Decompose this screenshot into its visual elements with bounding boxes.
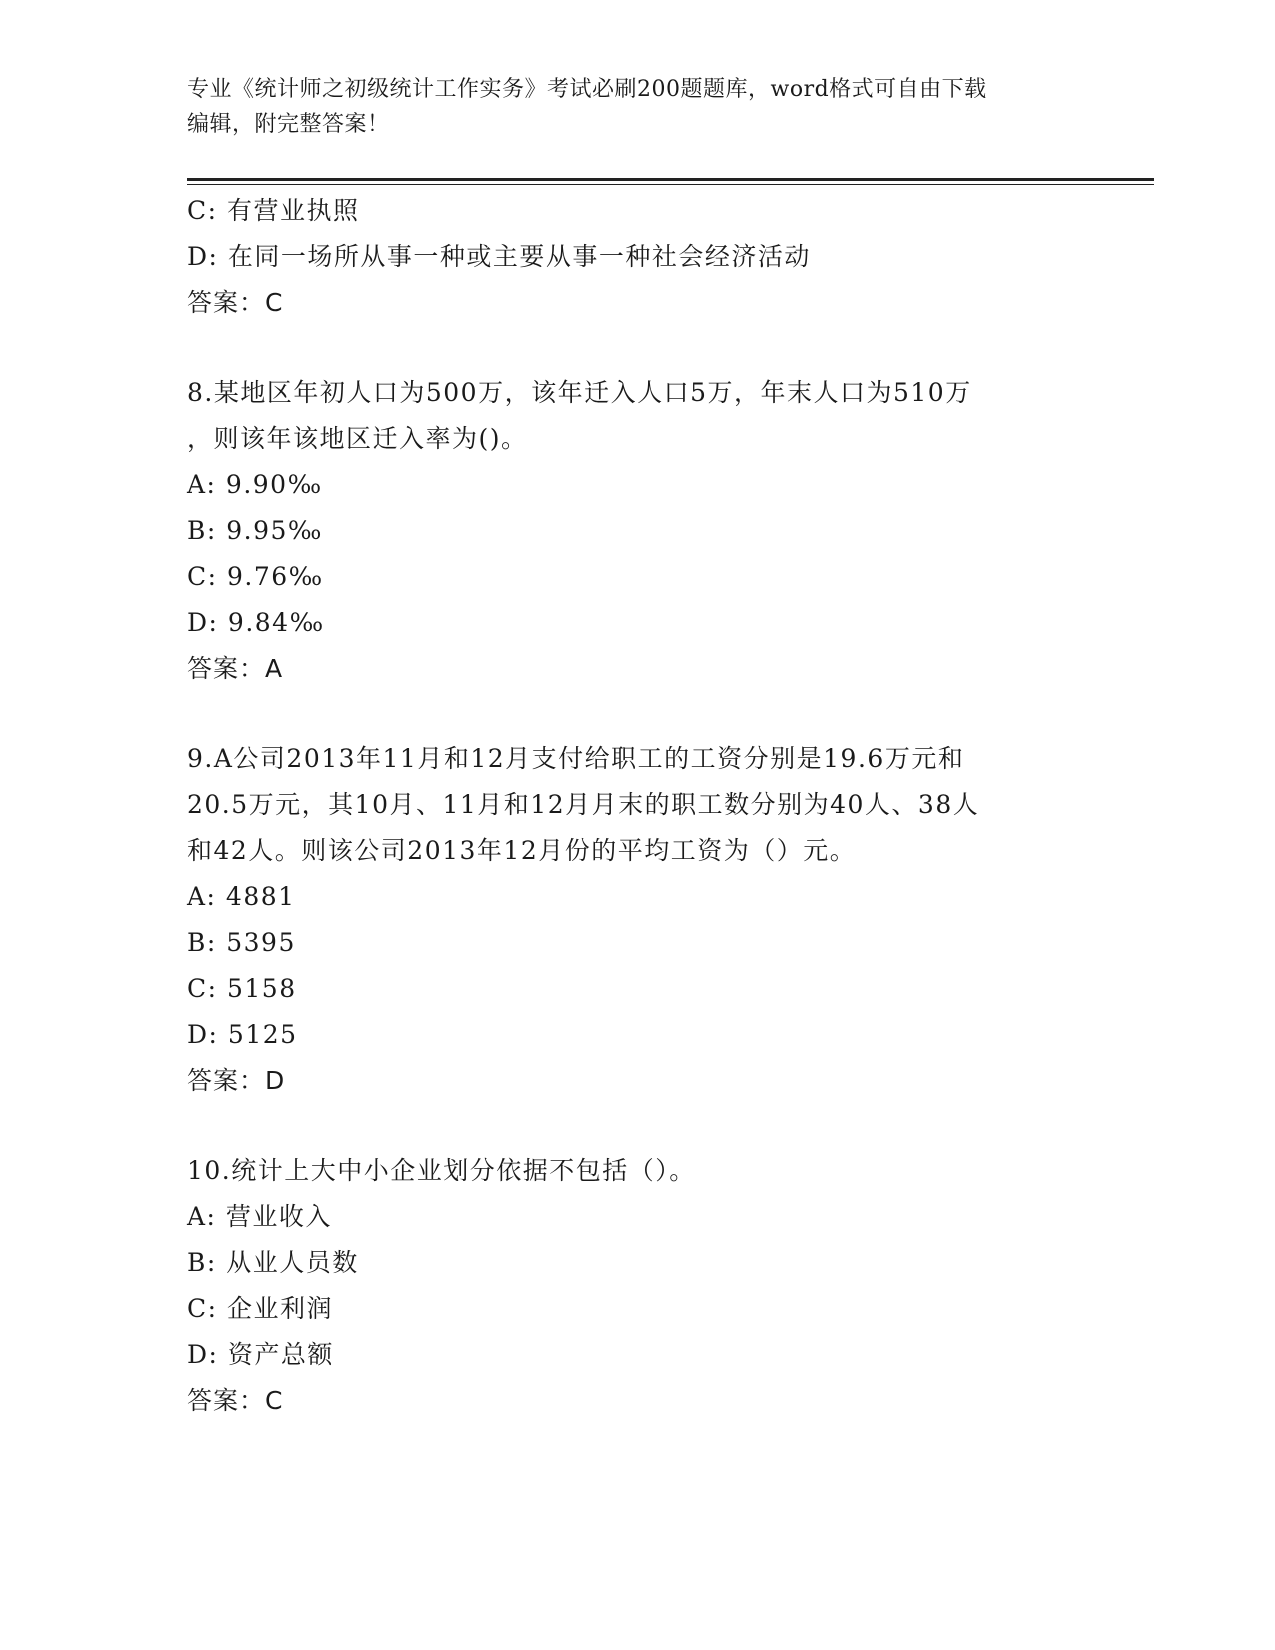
option-a: A: 4881 — [187, 882, 296, 911]
answer-line: 答案：C — [187, 1386, 284, 1415]
question-9 — [187, 736, 1087, 1104]
spacer — [187, 326, 1087, 370]
question-stem: 20.5万元，其10月、11月和12月月末的职工数分别为40人、38人 — [187, 790, 980, 819]
option-c: C: 企业利润 — [187, 1294, 333, 1323]
header-divider-thin — [187, 184, 1154, 185]
header-title-line-1: 专业《统计师之初级统计工作实务》考试必刷200题题库，word格式可自由下载 — [187, 77, 987, 102]
option-b: B: 从业人员数 — [187, 1248, 359, 1277]
option-c: C: 5158 — [187, 974, 297, 1003]
header-title-line-2: 编辑，附完整答案！ — [187, 112, 390, 137]
document-header — [187, 72, 1087, 142]
question-stem: 和42人。则该公司2013年12月份的平均工资为（）元。 — [187, 836, 857, 865]
option-d: D: 资产总额 — [187, 1340, 334, 1369]
option-d: D: 9.84‰ — [187, 608, 325, 637]
option-b: B: 5395 — [187, 928, 296, 957]
answer-line: 答案：C — [187, 288, 284, 317]
question-10 — [187, 1148, 1087, 1424]
question-8 — [187, 370, 1087, 692]
header-divider-thick — [187, 178, 1154, 181]
option-a: A: 营业收入 — [187, 1202, 332, 1231]
question-stem: ，则该年该地区迁入率为()。 — [187, 424, 528, 453]
spacer — [187, 1104, 1087, 1148]
question-stem: 8.某地区年初人口为500万，该年迁入人口5万，年末人口为510万 — [187, 378, 972, 407]
question-stem: 10.统计上大中小企业划分依据不包括（）。 — [187, 1156, 696, 1185]
spacer — [187, 692, 1087, 736]
option-c: C: 9.76‰ — [187, 562, 324, 591]
question-stem: 9.A公司2013年11月和12月支付给职工的工资分别是19.6万元和 — [187, 744, 965, 773]
option-d: D: 5125 — [187, 1020, 298, 1049]
option-d: D: 在同一场所从事一种或主要从事一种社会经济活动 — [187, 242, 811, 271]
option-a: A: 9.90‰ — [187, 470, 323, 499]
answer-line: 答案：A — [187, 654, 284, 683]
answer-line: 答案：D — [187, 1066, 286, 1095]
option-c: C: 有营业执照 — [187, 196, 360, 225]
question-7-continued — [187, 188, 1087, 326]
question-list — [187, 188, 1087, 1424]
option-b: B: 9.95‰ — [187, 516, 323, 545]
